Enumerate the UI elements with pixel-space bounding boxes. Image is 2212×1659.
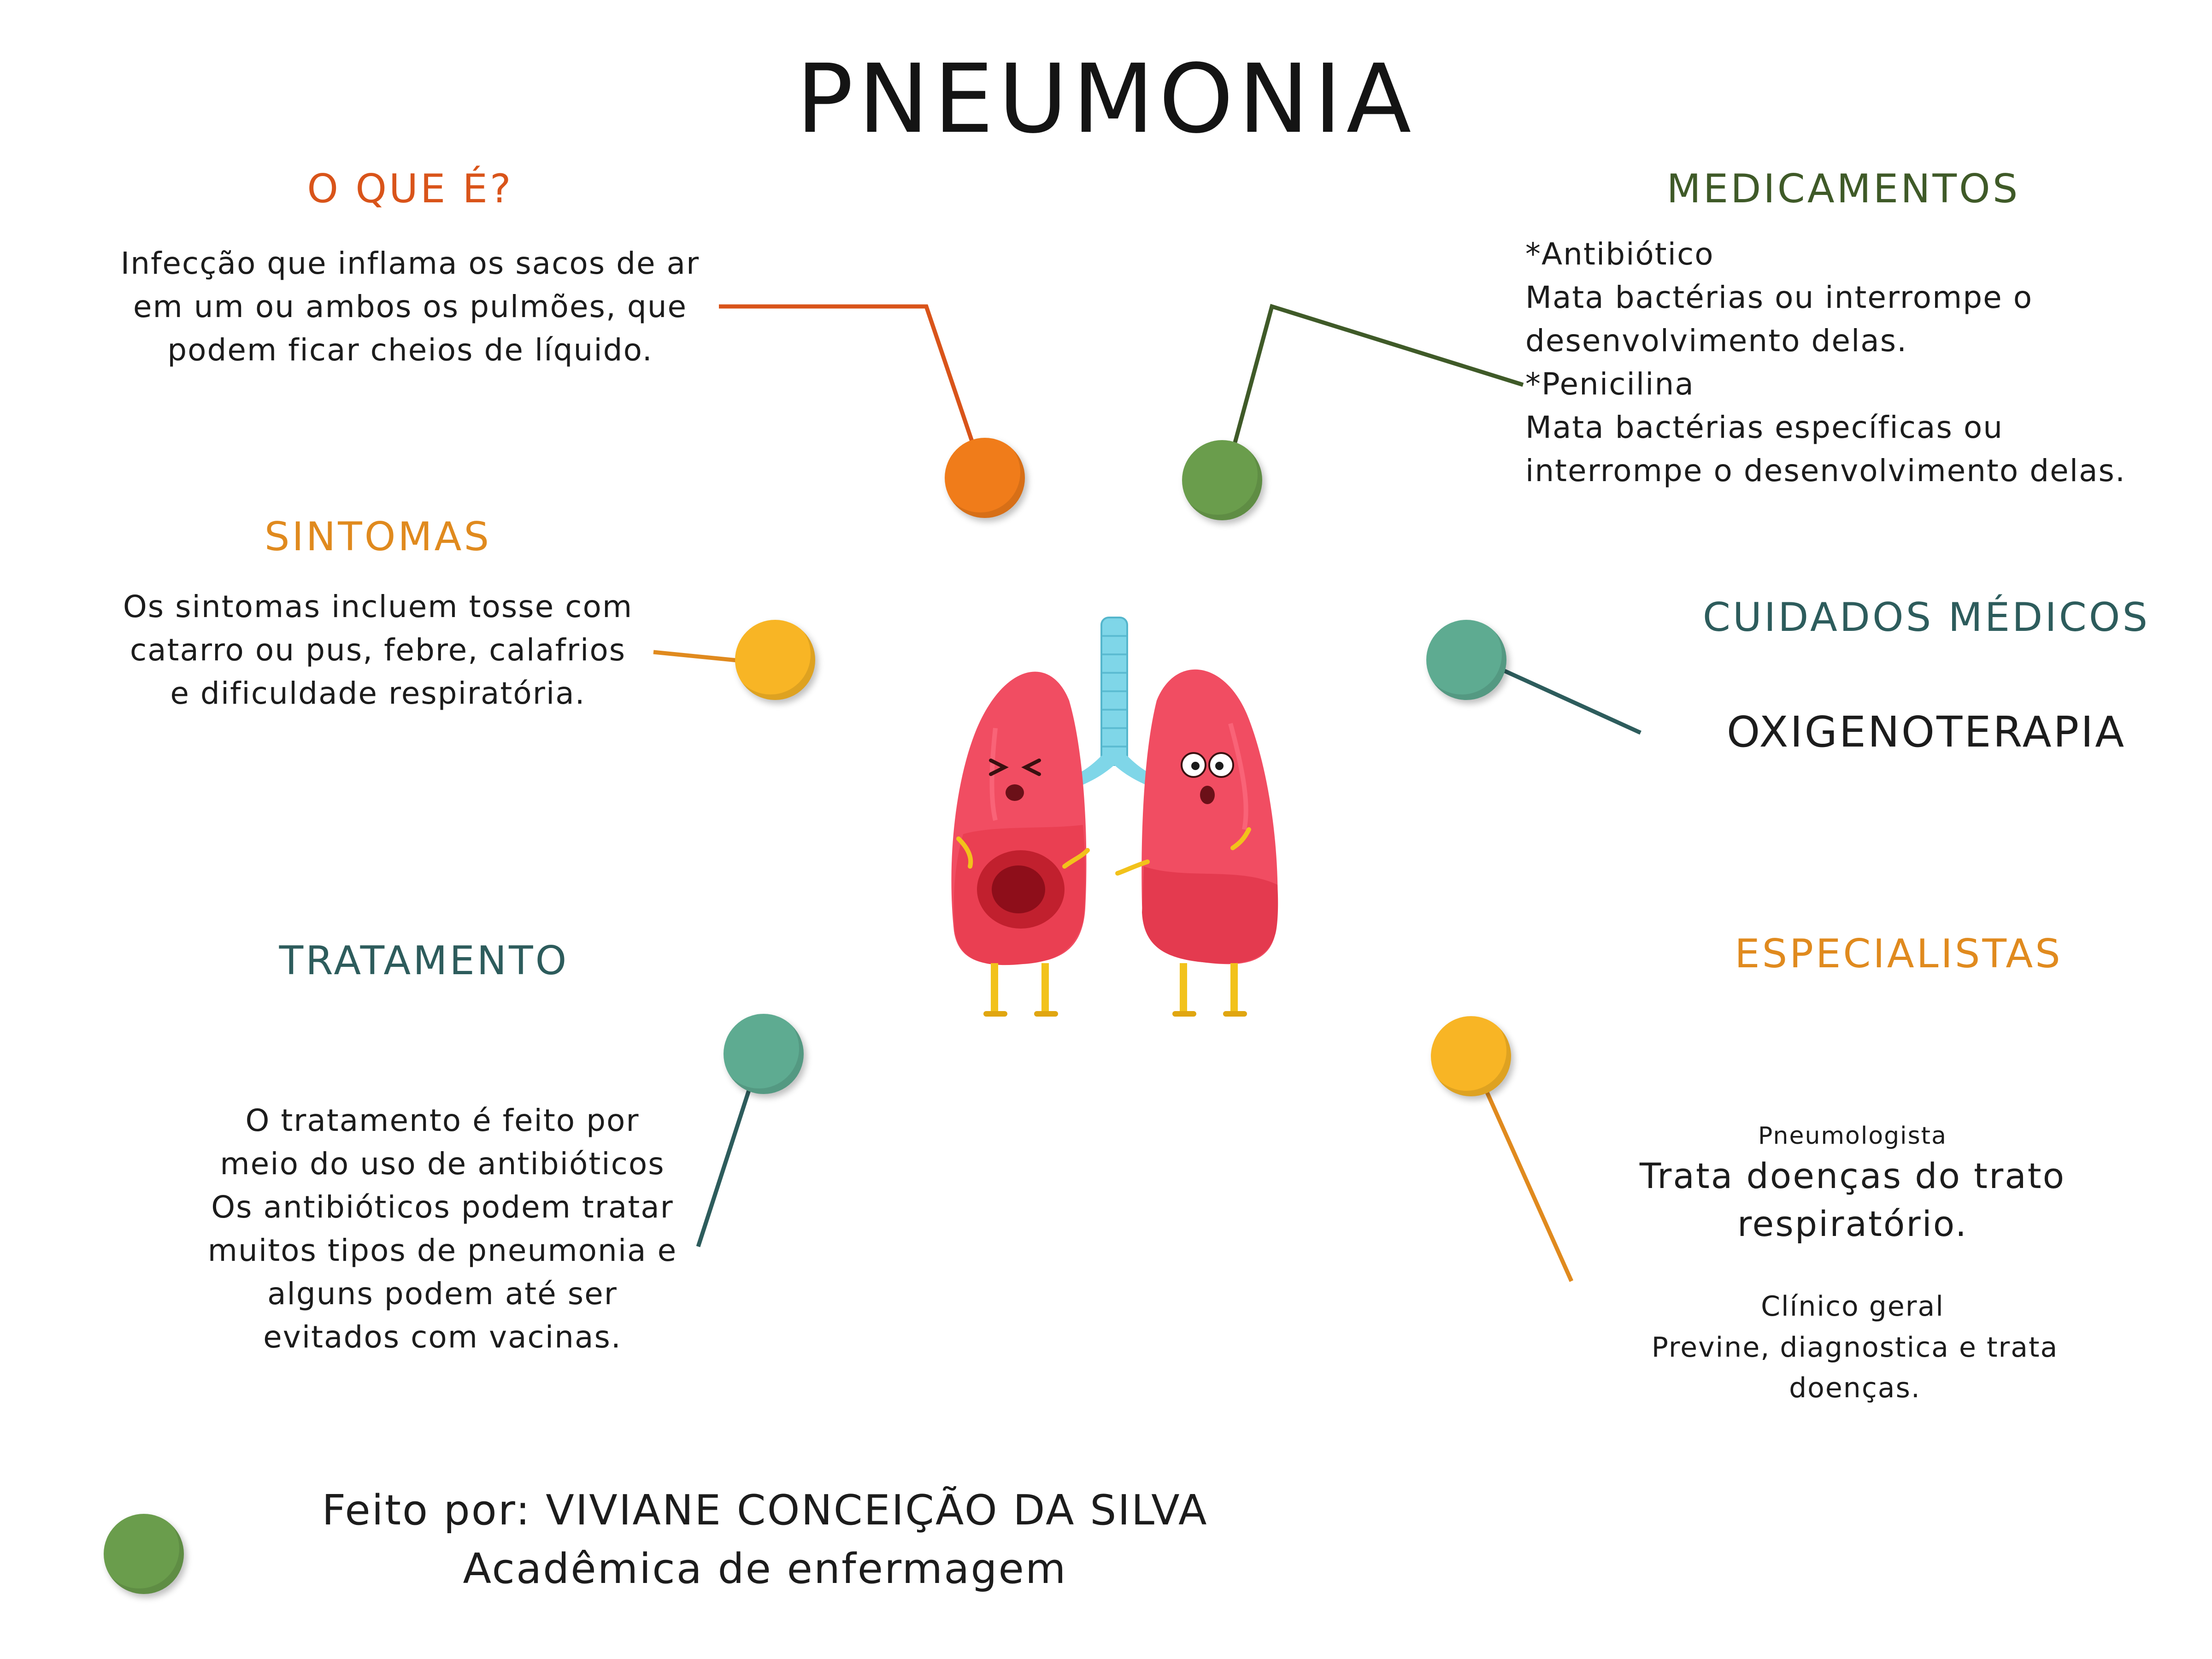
page-title: PNEUMONIA: [796, 44, 1416, 154]
footer-author: Feito por: VIVIANE CONCEIÇÃO DA SILVA: [322, 1486, 1208, 1535]
medical-care-dot: [1426, 620, 1506, 700]
medical-care-heading: CUIDADOS MÉDICOS: [1702, 594, 2150, 641]
connector-medical-care: [1488, 664, 1641, 733]
gp-title: Clínico geral: [1761, 1290, 1944, 1323]
pulmonologist-title: Pneumologista: [1758, 1122, 1947, 1150]
medications-heading: MEDICAMENTOS: [1666, 166, 2020, 212]
footer-role: Acadêmica de enfermagem: [463, 1545, 1067, 1593]
medications-dot: [1182, 440, 1262, 520]
treatment-heading: TRATAMENTO: [279, 938, 569, 984]
symptoms-text: Os sintomas incluem tosse com catarro ou pus, febre, calafrios e dificuldade respiratória.: [123, 589, 633, 711]
connector-medications: [1235, 306, 1523, 442]
right-lung: [1118, 670, 1278, 1014]
medical-care-value: OXIGENOTERAPIA: [1726, 707, 2126, 757]
symptoms-dot: [735, 620, 815, 700]
medications-text: *Antibiótico Mata bactérias ou interrompe o desenvolvimento delas. *Penicilina Mata bactérias específicas ou interrompe o desenvolvimento delas.: [1525, 236, 2126, 488]
pulmonologist-desc: Trata doenças do trato respiratório.: [1639, 1155, 2066, 1244]
connector-what-is: [719, 306, 972, 442]
treatment-text: O tratamento é feito por meio do uso de antibióticos Os antibióticos podem tratar muitos tipos de pneumonia e alguns podem até ser evitados com vacinas.: [207, 1103, 677, 1355]
footer-dot: [104, 1514, 184, 1594]
what-is-dot: [945, 438, 1025, 518]
what-is-heading: O QUE É?: [307, 166, 513, 212]
left-lung: [951, 672, 1088, 1014]
lungs-mascot-icon: [926, 608, 1332, 1032]
gp-desc: Previne, diagnostica e trata doenças.: [1651, 1331, 2059, 1404]
specialists-dot: [1431, 1016, 1511, 1096]
what-is-text: Infecção que inflama os sacos de ar em um ou ambos os pulmões, que podem ficar cheios de líquido.: [120, 246, 700, 368]
specialists-heading: ESPECIALISTAS: [1735, 931, 2063, 977]
treatment-dot: [724, 1014, 804, 1094]
symptoms-heading: SINTOMAS: [264, 514, 492, 560]
